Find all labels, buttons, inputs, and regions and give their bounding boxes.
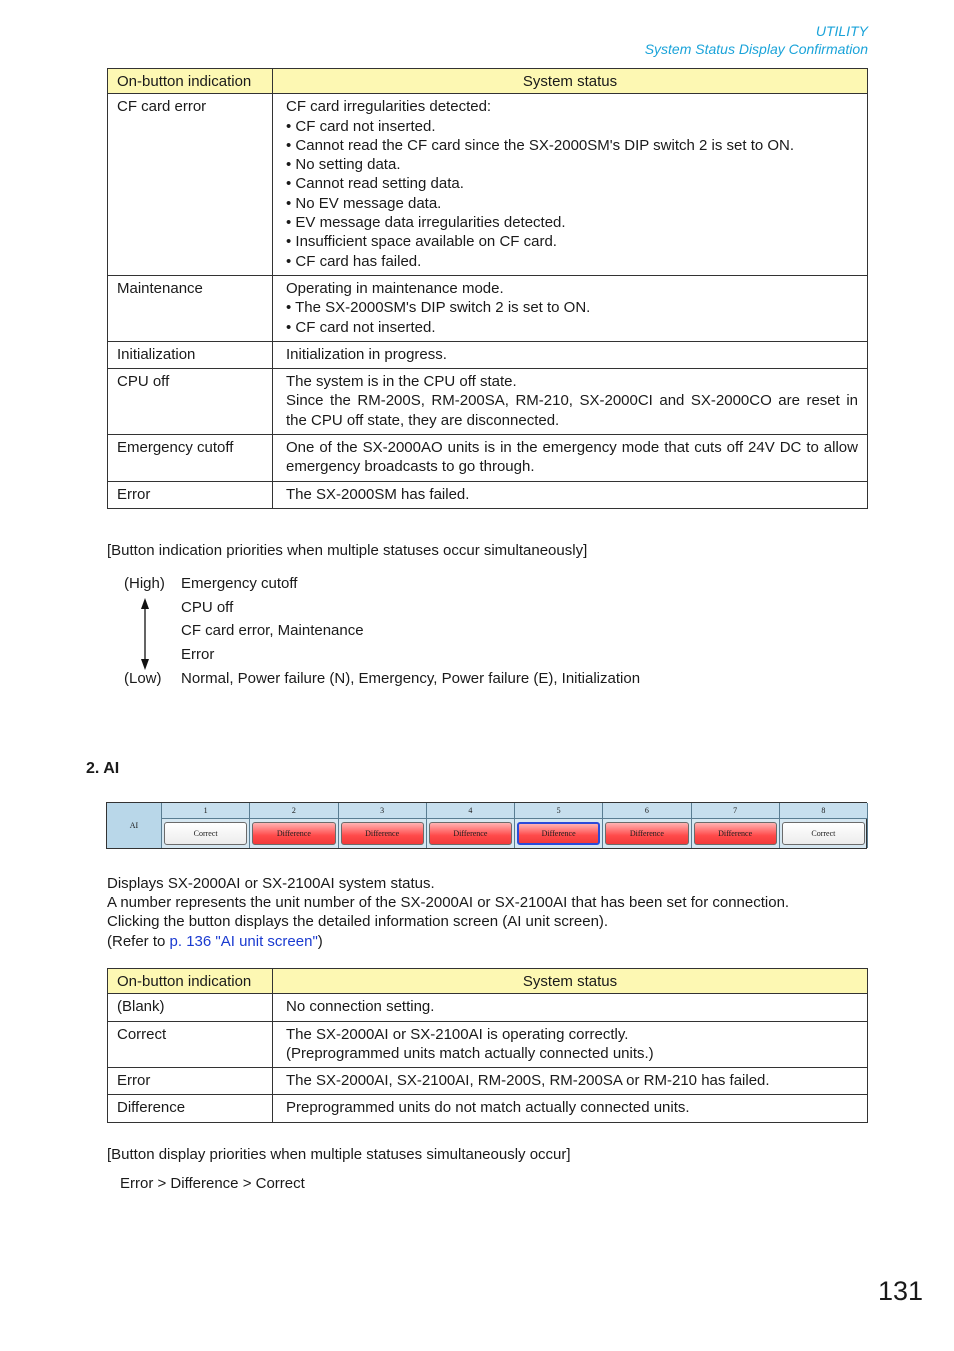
status-cell [273,94,868,276]
priority-level: CF card error, Maintenance [181,622,364,639]
ai-unit-status-button[interactable]: Difference [694,822,777,845]
table-row [108,1021,868,1068]
indication-cell: CF card error [108,94,273,276]
ai-unit-cell [603,803,691,848]
status-cell [273,435,868,482]
status-line: • No EV message data. [286,194,442,212]
priority-level: Normal, Power failure (N), Emergency, Power failure (E), Initialization [181,670,641,687]
description-line: A number represents the unit number of the SX-2000AI or SX-2100AI that has been set for connection. [107,894,790,912]
table-row [108,1095,868,1122]
priority-low-label: (Low) [124,670,162,687]
double-arrow-icon [139,598,151,670]
status-line: • No setting data. [286,156,401,174]
priority-high-label: (High) [124,575,165,592]
indication-cell: Error [108,1068,273,1095]
status-line: CF card irregularities detected: [286,98,492,116]
indication-cell: CPU off [108,369,273,435]
ai-unit-cell [427,803,515,848]
status-line: • Cannot read the CF card since the SX-2000SM's DIP switch 2 is set to ON. [286,136,795,154]
status-cell [273,481,868,508]
display-priority-title: [Button display priorities when multiple statuses simultaneously occur] [107,1146,571,1163]
ai-status-panel [106,802,867,849]
table-row [108,994,868,1021]
display-priority-order: Error > Difference > Correct [120,1175,305,1192]
ai-unit-cell [339,803,427,848]
status-line: The SX-2000AI or SX-2100AI is operating correctly. [286,1025,629,1043]
status-cell [273,1068,868,1095]
indication-cell: Correct [108,1021,273,1068]
ai-unit-number: 2 [250,803,337,819]
priority-title: [Button indication priorities when multiple statuses occur simultaneously] [107,542,588,559]
ai-panel-label: AI [107,803,162,848]
ai-unit-number: 3 [339,803,426,819]
status-table-system [107,68,868,509]
status-line: (Preprogrammed units match actually connected units.) [286,1044,654,1062]
ai-unit-cell [780,803,868,848]
ai-unit-number: 7 [692,803,779,819]
ai-unit-number: 1 [162,803,249,819]
status-line: • The SX-2000SM's DIP switch 2 is set to ON. [286,299,591,317]
reference-link[interactable]: p. 136 "AI unit screen" [169,932,318,950]
ai-unit-status-button[interactable]: Difference [517,822,600,845]
indication-cell: Maintenance [108,275,273,341]
reference-line [107,932,789,951]
priority-level: Emergency cutoff [181,575,298,592]
header-section: UTILITY [815,23,868,39]
indication-cell: Initialization [108,341,273,368]
indication-cell: Difference [108,1095,273,1122]
status-line: Since the RM-200S, RM-200SA, RM-210, SX-2000CI and SX-2000CO are reset in the CPU off state, they are disconnected. [286,392,858,429]
running-header [645,22,868,58]
ai-unit-number: 6 [603,803,690,819]
priority-level: Error [181,646,215,663]
status-cell [273,1021,868,1068]
table-row [108,1068,868,1095]
status-line: The SX-2000SM has failed. [286,485,470,503]
status-line: Preprogrammed units do not match actually connected units. [286,1099,690,1117]
table-row [108,94,868,276]
ai-unit-status-button[interactable]: Correct [782,822,865,845]
ai-unit-number: 4 [427,803,514,819]
status-cell [273,994,868,1021]
status-cell [273,275,868,341]
status-cell [273,341,868,368]
status-line: • Cannot read setting data. [286,175,464,193]
header-subsection: System Status Display Confirmation [644,41,868,57]
ai-unit-status-button[interactable]: Difference [341,822,424,845]
indication-cell: Emergency cutoff [108,435,273,482]
ai-unit-cell [162,803,250,848]
ai-unit-number: 8 [780,803,867,819]
status-table-ai [107,968,868,1123]
status-line: • CF card has failed. [286,252,422,270]
table-row [108,275,868,341]
status-line: The SX-2000AI, SX-2100AI, RM-200S, RM-200SA or RM-210 has failed. [286,1072,770,1090]
description-line: Clicking the button displays the detailed information screen (AI unit screen). [107,913,609,931]
priority-level: CPU off [181,599,234,616]
table-header-status: System status [273,69,868,94]
status-line: The system is in the CPU off state. [286,373,517,391]
ai-unit-cell [515,803,603,848]
description-line: Displays SX-2000AI or SX-2100AI system status. [107,875,435,892]
status-line: • Insufficient space available on CF card. [286,233,557,251]
ai-unit-status-button[interactable]: Difference [252,822,335,845]
ai-unit-status-button[interactable]: Difference [429,822,512,845]
table-row [108,341,868,368]
status-line: • CF card not inserted. [286,117,436,135]
ai-unit-status-button[interactable]: Difference [605,822,688,845]
table-header-status: System status [273,969,868,994]
page-number: 131 [878,1276,924,1306]
ai-unit-cell [692,803,780,848]
section-title: 2. AI [86,760,120,777]
status-line: Initialization in progress. [286,345,447,363]
status-line: Operating in maintenance mode. [286,279,504,297]
status-line: • EV message data irregularities detected. [286,214,566,232]
table-row [108,481,868,508]
reference-suffix: ) [317,932,323,950]
table-header-indication: On-button indication [108,969,273,994]
status-line: One of the SX-2000AO units is in the emergency mode that cuts off 24V DC to allow emergency broadcasts to go through. [286,439,858,476]
reference-prefix: (Refer to [107,932,170,950]
ai-unit-number: 5 [515,803,602,819]
table-row [108,369,868,435]
status-cell [273,369,868,435]
indication-cell: (Blank) [108,994,273,1021]
table-header-indication: On-button indication [108,69,273,94]
indication-cell: Error [108,481,273,508]
table-row [108,435,868,482]
status-cell [273,1095,868,1122]
ai-unit-cell [250,803,338,848]
status-line: No connection setting. [286,998,435,1016]
status-line: • CF card not inserted. [286,318,436,336]
description [107,874,789,951]
ai-unit-status-button[interactable]: Correct [164,822,247,845]
